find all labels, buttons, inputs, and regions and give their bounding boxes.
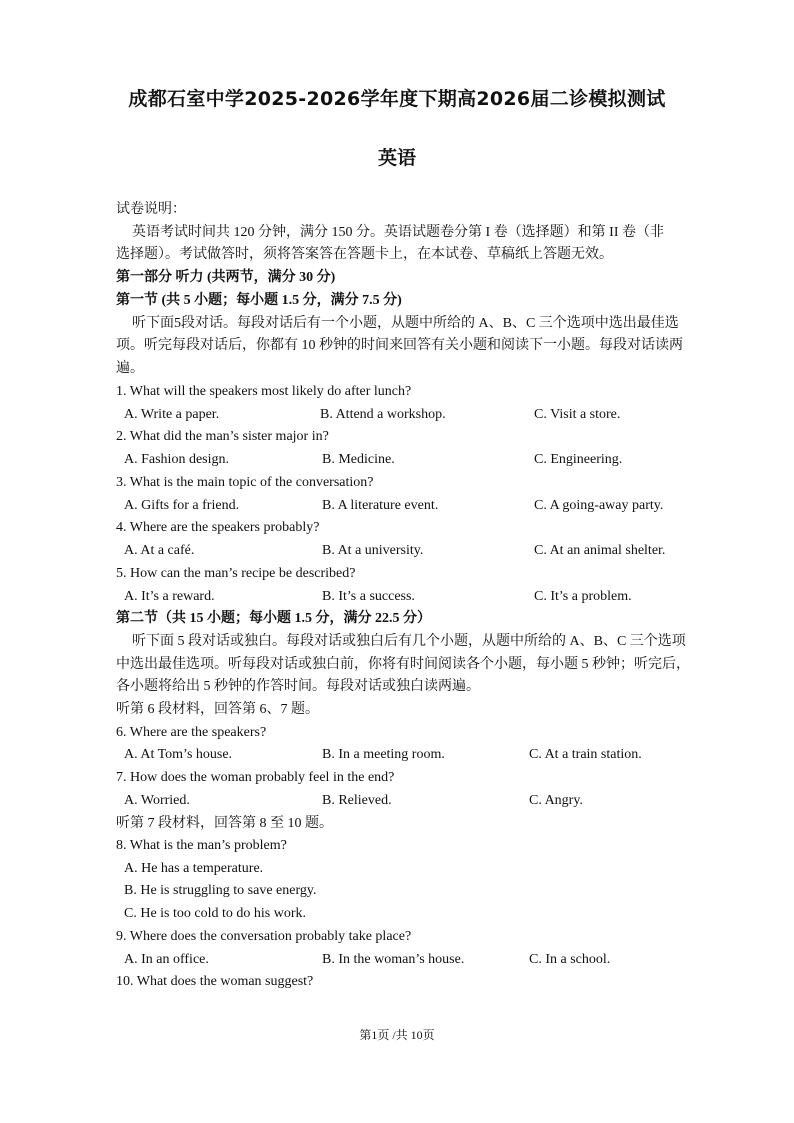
instructions-line-2: 选择题）。考试做答时，须将答案答在答题卡上，在本试卷、草稿纸上答题无效。 <box>116 247 613 262</box>
option-b: B. A literature event. <box>322 498 439 513</box>
question-stem: 6. Where are the speakers? <box>116 725 267 740</box>
option-a: A. Worried. <box>124 793 190 808</box>
option-b: B. In a meeting room. <box>322 747 445 762</box>
question-stem: 8. What is the man’s problem? <box>116 838 287 853</box>
option-a: A. Write a paper. <box>124 407 220 422</box>
section2-directions-line: 各小题将给出 5 秒钟的作答时间。每段对话或独白读两遍。 <box>116 679 480 694</box>
question-stem: 3. What is the main topic of the conversation? <box>116 475 374 490</box>
option-a: A. Gifts for a friend. <box>124 498 240 513</box>
question-stem: 5. How can the man’s recipe be described? <box>116 566 356 581</box>
instructions-label: 试卷说明： <box>116 202 186 217</box>
option-c: C. It’s a problem. <box>534 589 632 604</box>
option-a: A. At Tom’s house. <box>124 747 233 762</box>
option-b: B. Medicine. <box>322 452 395 467</box>
page-footer: 第1页 /共 10页 <box>359 1028 435 1042</box>
option-a: A. In an office. <box>124 952 209 967</box>
section2-directions-line: 中选出最佳选项。听每段对话或独白前，你将有时间阅读各个小题，每小题 5 秒钟；听完后， <box>116 657 690 672</box>
section2-heading: 第二节（共 15 小题；每小题 1.5 分，满分 22.5 分） <box>116 611 431 626</box>
exam-title: 成都石室中学2025-2026学年度下期高2026届二诊模拟测试 <box>128 88 666 110</box>
option-c: C. He is too cold to do his work. <box>124 906 306 921</box>
option-b: B. Attend a workshop. <box>320 407 446 422</box>
option-b: B. In the woman’s house. <box>322 952 465 967</box>
section1-directions-line: 遍。 <box>116 361 144 376</box>
option-a: A. Fashion design. <box>124 452 229 467</box>
material-6-instruction: 听第 6 段材料，回答第 6、7 题。 <box>116 702 319 717</box>
instructions-line-1: 英语考试时间共 120 分钟，满分 150 分。英语试题卷分第 I 卷（选择题）和第 II 卷（非 <box>132 225 664 240</box>
question-stem: 2. What did the man’s sister major in? <box>116 429 329 444</box>
option-b: B. At a university. <box>322 543 424 558</box>
option-c: C. Angry. <box>529 793 583 808</box>
option-a: A. He has a temperature. <box>124 861 264 876</box>
option-a: A. It’s a reward. <box>124 589 215 604</box>
section2-directions-line: 听下面 5 段对话或独白。每段对话或独白后有几个小题，从题中所给的 A、B、C 三个选项 <box>132 634 686 649</box>
option-b: B. He is struggling to save energy. <box>124 883 317 898</box>
option-a: A. At a café. <box>124 543 195 558</box>
option-c: C. In a school. <box>529 952 611 967</box>
question-stem: 7. How does the woman probably feel in the end? <box>116 770 395 785</box>
option-c: C. At a train station. <box>529 747 642 762</box>
section1-heading: 第一节 (共 5 小题；每小题 1.5 分，满分 7.5 分) <box>116 293 402 308</box>
subject-title: 英语 <box>377 147 416 169</box>
option-c: C. A going-away party. <box>534 498 664 513</box>
question-stem: 10. What does the woman suggest? <box>116 974 314 989</box>
material-7-instruction: 听第 7 段材料，回答第 8 至 10 题。 <box>116 816 333 831</box>
option-c: C. Engineering. <box>534 452 623 467</box>
section1-directions-line: 听下面5段对话。每段对话后有一个小题，从题中所给的 A、B、C 三个选项中选出最佳选 <box>132 316 679 331</box>
section1-directions-line: 项。听完每段对话后，你都有 10 秒钟的时间来回答有关小题和阅读下一小题。每段对话读两 <box>116 338 683 353</box>
option-c: C. Visit a store. <box>534 407 621 422</box>
option-b: B. Relieved. <box>322 793 392 808</box>
question-stem: 9. Where does the conversation probably take place? <box>116 929 412 944</box>
part1-heading: 第一部分 听力 (共两节，满分 30 分) <box>116 270 336 285</box>
question-stem: 1. What will the speakers most likely do after lunch? <box>116 384 412 399</box>
option-b: B. It’s a success. <box>322 589 415 604</box>
option-c: C. At an animal shelter. <box>534 543 666 558</box>
question-stem: 4. Where are the speakers probably? <box>116 520 320 535</box>
